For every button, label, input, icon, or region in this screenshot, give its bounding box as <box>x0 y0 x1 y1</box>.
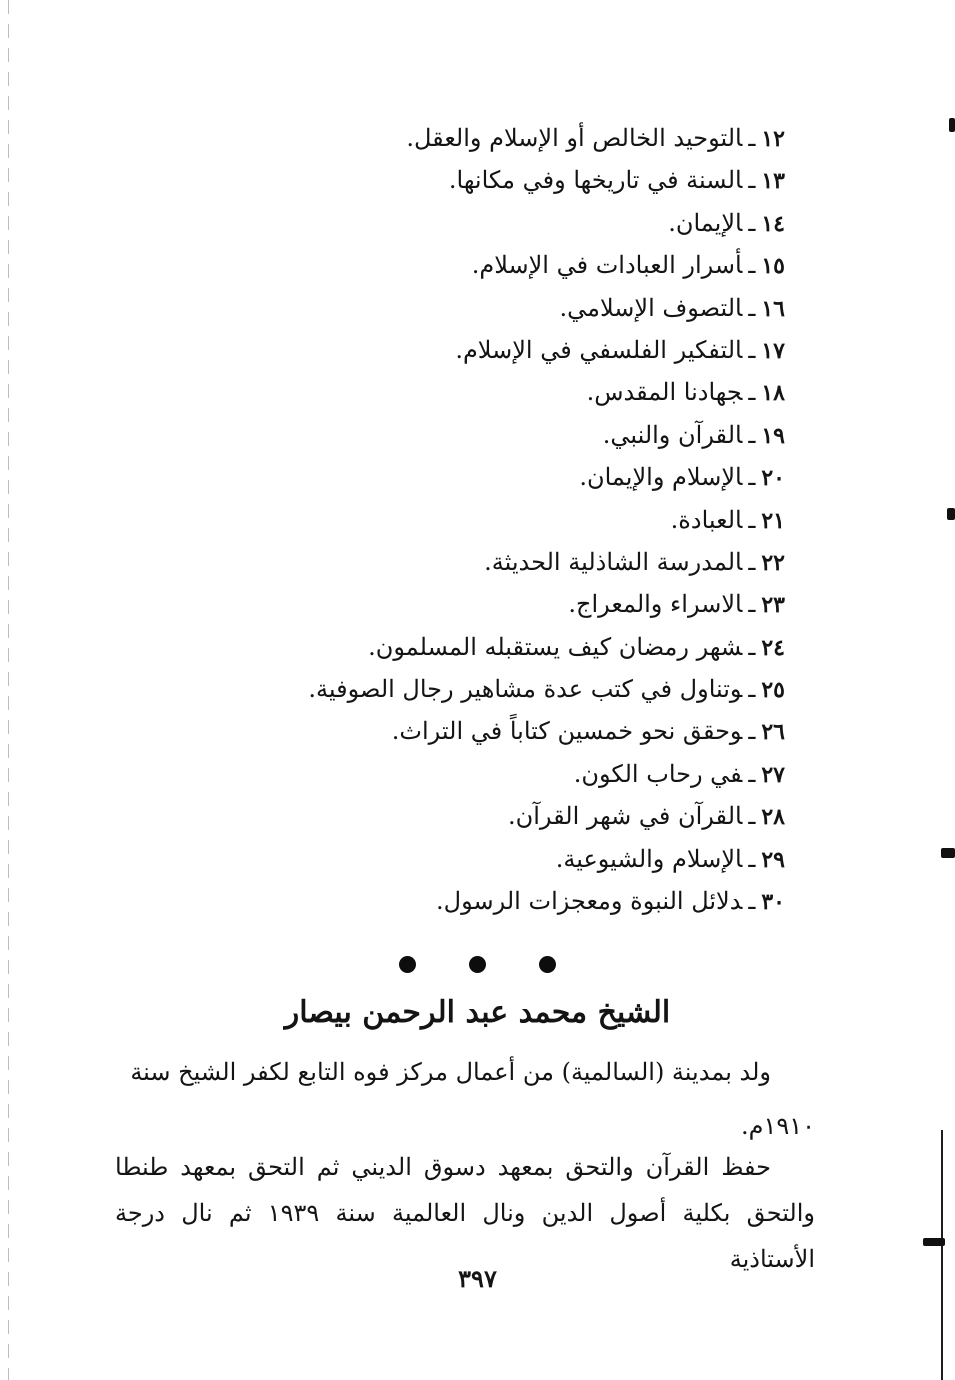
biography-paragraph: ولد بمدينة (السالمية) من أعمال مركز فوه التابع لكفر الشيخ سنة <box>130 1058 771 1086</box>
list-item-number: ١٦ <box>761 295 785 322</box>
list-item-number: ٣٠ <box>761 889 785 916</box>
list-item <box>225 203 785 245</box>
list-item-number: ٢٤ <box>761 634 785 661</box>
list-item-title: وتناول في كتب عدة مشاهير رجال الصوفية. <box>308 675 743 704</box>
separator-dot <box>469 956 486 973</box>
list-item-number: ٢٧ <box>761 761 785 788</box>
list-item-title: شهر رمضان كيف يستقبله المسلمون. <box>368 632 743 661</box>
list-item-number: ١٤ <box>761 210 785 237</box>
list-item-number: ٢١ <box>761 507 785 534</box>
list-item-title: التفكير الفلسفي في الإسلام. <box>455 335 743 364</box>
list-item-title: دلائل النبوة ومعجزات الرسول. <box>436 887 743 916</box>
scan-edge-line <box>941 1130 943 1380</box>
list-item-number: ١٢ <box>761 126 785 152</box>
list-item-dash: ـ <box>748 378 756 407</box>
list-item-number: ٢٥ <box>761 677 785 704</box>
biography-heading: الشيخ محمد عبد الرحمن بيصار <box>284 995 671 1030</box>
list-item-dash: ـ <box>748 335 756 364</box>
list-item-number: ١٣ <box>761 168 785 195</box>
list-item-title: أسرار العبادات في الإسلام. <box>471 251 743 280</box>
scan-mark <box>947 508 955 520</box>
list-item <box>225 160 785 202</box>
list-item-number: ٢٠ <box>761 465 785 492</box>
list-item-dash: ـ <box>748 420 756 449</box>
biography-paragraph-end: ١٩١٠م. <box>740 1112 815 1140</box>
list-item-number: ١٧ <box>761 337 785 364</box>
scan-edge-line <box>8 0 9 1380</box>
list-item-dash: ـ <box>748 759 756 788</box>
list-item-dash: ـ <box>748 293 756 322</box>
list-item-dash: ـ <box>748 166 756 195</box>
scan-mark <box>949 118 955 132</box>
list-item <box>225 415 785 457</box>
list-item-dash: ـ <box>748 208 756 237</box>
separator-dot <box>399 956 416 973</box>
list-item-number: ٢٣ <box>761 592 785 619</box>
list-item <box>225 754 785 796</box>
list-item <box>225 372 785 414</box>
list-item-title: جهادنا المقدس. <box>586 378 743 407</box>
list-item-dash: ـ <box>748 717 756 746</box>
list-item-title: التصوف الإسلامي. <box>559 293 743 322</box>
list-item <box>225 669 785 711</box>
list-item <box>225 118 785 160</box>
scan-mark <box>923 1238 945 1246</box>
list-item-dash: ـ <box>748 844 756 873</box>
list-item-title: الاسراء والمعراج. <box>568 590 743 619</box>
list-item <box>225 796 785 838</box>
list-item-dash: ـ <box>748 887 756 916</box>
list-item-number: ٢٦ <box>761 719 785 746</box>
list-item-title: الإيمان. <box>668 208 743 237</box>
list-item <box>225 457 785 499</box>
list-item-title: العبادة. <box>670 505 743 534</box>
scan-mark <box>941 848 955 858</box>
section-separator <box>0 954 955 978</box>
list-item-dash: ـ <box>748 675 756 704</box>
list-item-title: الإسلام والشيوعية. <box>555 844 743 873</box>
list-item-dash: ـ <box>748 463 756 492</box>
list-item <box>225 711 785 753</box>
list-item-title: وحقق نحو خمسين كتاباً في التراث. <box>391 717 743 746</box>
list-item-title: السنة في تاريخها وفي مكانها. <box>448 166 743 195</box>
list-item-number: ١٥ <box>761 253 785 280</box>
list-item-dash: ـ <box>748 251 756 280</box>
list-item-title: المدرسة الشاذلية الحديثة. <box>484 547 743 576</box>
separator-dot <box>539 956 556 973</box>
list-item-dash: ـ <box>748 124 756 152</box>
list-item-title: القرآن والنبي. <box>602 420 743 449</box>
list-item-number: ٢٩ <box>761 846 785 873</box>
list-item-number: ٢٨ <box>761 804 785 831</box>
list-item <box>225 584 785 626</box>
works-list <box>225 118 785 923</box>
biography-paragraph: حفظ القرآن والتحق بمعهد دسوق الديني ثم التحق بمعهد طنطا والتحق بكلية أصول الدين ونال العالمية سنة ١٩٣٩ ثم نال درجة الأستاذية <box>115 1153 816 1273</box>
list-item-number: ٢٢ <box>761 549 785 576</box>
list-item <box>225 839 785 881</box>
list-item <box>225 500 785 542</box>
list-item <box>225 245 785 287</box>
list-item <box>225 542 785 584</box>
list-item-dash: ـ <box>748 632 756 661</box>
list-item <box>225 330 785 372</box>
list-item-dash: ـ <box>748 547 756 576</box>
list-item-number: ١٨ <box>761 380 785 407</box>
list-item <box>225 288 785 330</box>
list-item-dash: ـ <box>748 802 756 831</box>
list-item-title: في رحاب الكون. <box>573 759 743 788</box>
list-item <box>225 627 785 669</box>
page-number: ٣٩٧ <box>458 1264 497 1293</box>
list-item-dash: ـ <box>748 505 756 534</box>
list-item-title: الإسلام والإيمان. <box>579 463 743 492</box>
list-item <box>225 881 785 923</box>
list-item-number: ١٩ <box>761 422 785 449</box>
list-item-title: القرآن في شهر القرآن. <box>507 802 743 831</box>
list-item-title: التوحيد الخالص أو الإسلام والعقل. <box>406 124 743 152</box>
list-item-dash: ـ <box>748 590 756 619</box>
